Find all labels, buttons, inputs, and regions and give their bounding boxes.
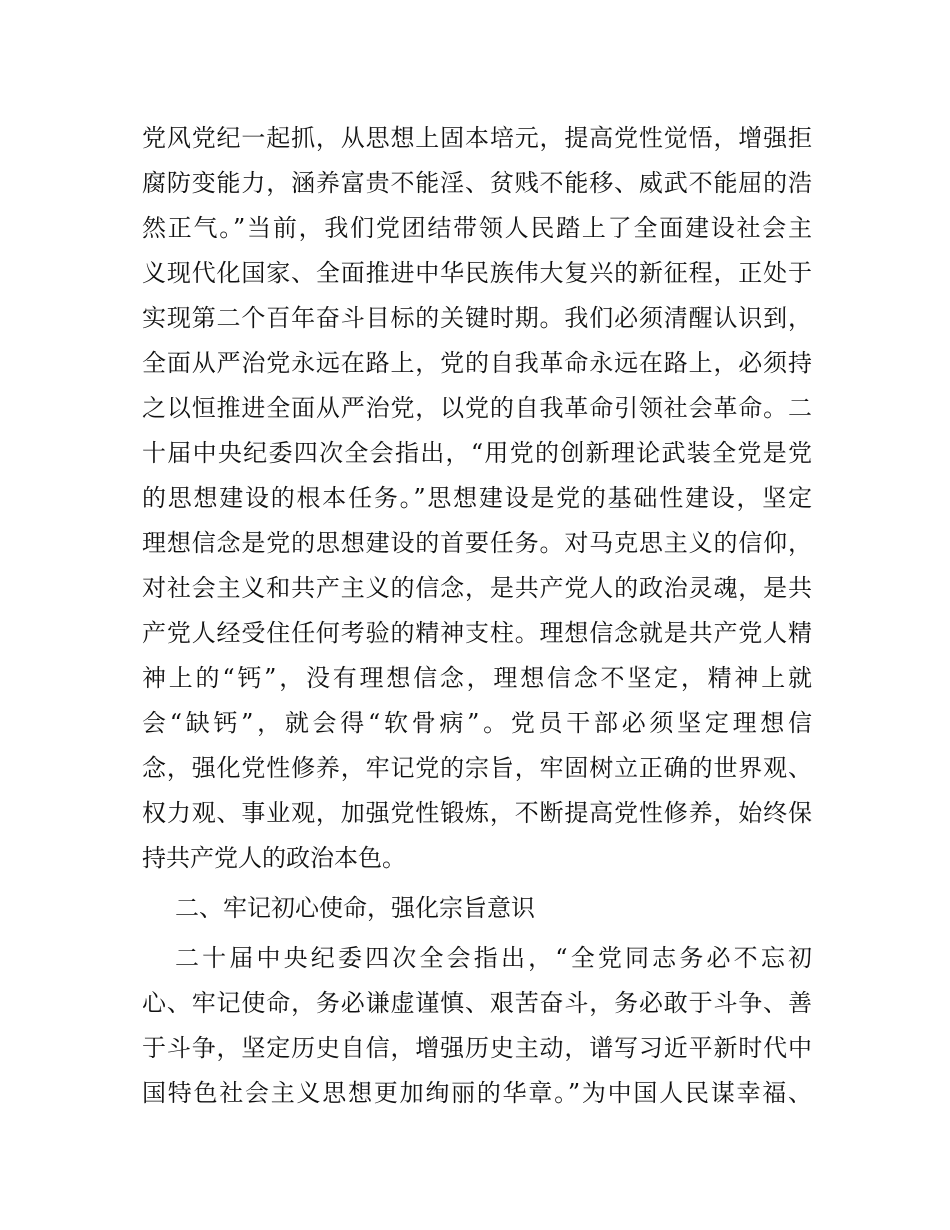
paragraph-line: 二十届中央纪委四次全会指出，“全党同志务必不忘初 <box>175 944 812 972</box>
paragraph-line: 持共产党人的政治本色。 <box>142 844 406 872</box>
paragraph-line: 理想信念是党的思想建设的首要任务。对马克思主义的信仰， <box>142 529 812 557</box>
paragraph-line: 国特色社会主义思想更加绚丽的华章。”为中国人民谋幸福、 <box>142 1079 812 1107</box>
paragraph-line: 的思想建设的根本任务。”思想建设是党的基础性建设，坚定 <box>142 484 812 512</box>
paragraph-line: 念，强化党性修养，牢记党的宗旨，牢固树立正确的世界观、 <box>142 754 812 782</box>
paragraph-line: 心、牢记使命，务必谦虚谨慎、艰苦奋斗，务必敢于斗争、善 <box>142 989 812 1017</box>
paragraph-line: 产党人经受住任何考验的精神支柱。理想信念就是共产党人精 <box>142 619 812 647</box>
paragraph-line: 全面从严治党永远在路上，党的自我革命永远在路上，必须持 <box>142 349 812 377</box>
paragraph-line: 义现代化国家、全面推进中华民族伟大复兴的新征程，正处于 <box>142 259 812 287</box>
paragraph-line: 神上的“钙”，没有理想信念，理想信念不坚定，精神上就 <box>142 664 812 692</box>
paragraph-line: 然正气。”当前，我们党团结带领人民踏上了全面建设社会主 <box>142 214 812 242</box>
paragraph-line: 权力观、事业观，加强党性锻炼，不断提高党性修养，始终保 <box>142 799 812 827</box>
paragraph-line: 实现第二个百年奋斗目标的关键时期。我们必须清醒认识到， <box>142 304 812 332</box>
paragraph-line: 对社会主义和共产主义的信念，是共产党人的政治灵魂，是共 <box>142 574 812 602</box>
paragraph-line: 之以恒推进全面从严治党，以党的自我革命引领社会革命。二 <box>142 394 812 422</box>
paragraph-line: 十届中央纪委四次全会指出，“用党的创新理论武装全党是党 <box>142 439 812 467</box>
paragraph-line: 于斗争，坚定历史自信，增强历史主动，谱写习近平新时代中 <box>142 1034 812 1062</box>
paragraph-line: 会“缺钙”，就会得“软骨病”。党员干部必须坚定理想信 <box>142 709 812 737</box>
paragraph-line: 党风党纪一起抓，从思想上固本培元，提高党性觉悟，增强拒 <box>142 124 812 152</box>
paragraph-line: 腐防变能力，涵养富贵不能淫、贫贱不能移、威武不能屈的浩 <box>142 169 812 197</box>
section-heading: 二、牢记初心使命，强化宗旨意识 <box>175 894 535 922</box>
